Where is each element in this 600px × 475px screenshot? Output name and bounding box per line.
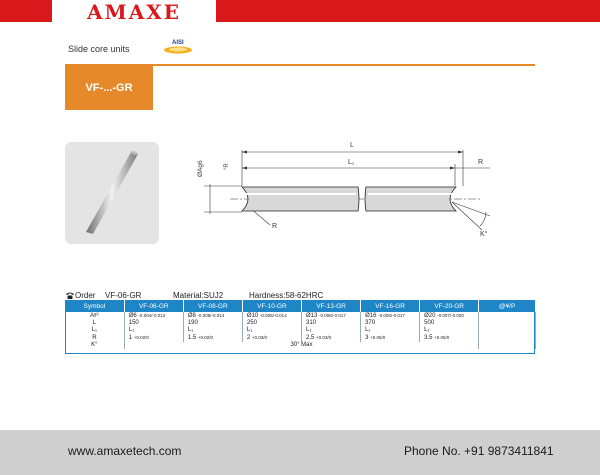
- cell: Ø13 -0.006/-0.017: [301, 312, 360, 320]
- website-link[interactable]: www.amaxetech.com: [68, 444, 182, 458]
- cell: 370: [361, 320, 420, 327]
- dim-label-small: °R: [224, 163, 230, 170]
- cell-price: [479, 327, 536, 334]
- header-vf06: VF-06-GR: [124, 300, 183, 312]
- table-row: [65, 320, 536, 327]
- cell: 500: [420, 320, 479, 327]
- dim-label-L: L: [350, 142, 354, 149]
- header-price: @¥/P: [479, 300, 536, 312]
- cell: L₁: [242, 327, 301, 334]
- cell: 150: [124, 320, 183, 327]
- cell-k-value: 30° Max: [124, 342, 478, 349]
- order-material: Material:SUJ2: [173, 291, 224, 300]
- table-row: [65, 342, 536, 349]
- header-vf08: VF-08-GR: [183, 300, 242, 312]
- spec-table-header: [65, 300, 536, 312]
- table-row: [65, 327, 536, 334]
- header-symbol: Symbol: [65, 300, 124, 312]
- spec-table: [65, 300, 536, 349]
- cell: 1.5 +0.02/0: [183, 334, 242, 342]
- table-row: [65, 312, 536, 320]
- cell: 3 +0.05/0: [361, 334, 420, 342]
- order-label: Order: [75, 291, 96, 300]
- cell: 310: [301, 320, 360, 327]
- header-vf13: VF-13-GR: [301, 300, 360, 312]
- cell: 190: [183, 320, 242, 327]
- table-row: [65, 334, 536, 342]
- row-symbol: Aᵍ⁶: [65, 312, 124, 320]
- cell: 1 +0.02/0: [124, 334, 183, 342]
- dim-label-L1: L₁: [348, 159, 355, 166]
- technical-drawing: [190, 130, 550, 245]
- cell: L₁: [420, 327, 479, 334]
- cell: L₁: [301, 327, 360, 334]
- product-photo: [65, 142, 159, 244]
- aisi-badge-label: AISI: [172, 40, 184, 46]
- row-symbol: K°: [65, 342, 124, 349]
- cell: Ø16 -0.006/-0.017: [361, 312, 420, 320]
- cell: Ø20 -0.007/-0.020: [420, 312, 479, 320]
- order-hardness: Hardness:58-62HRC: [249, 291, 324, 300]
- cell: 250: [242, 320, 301, 327]
- dim-label-K: K°: [480, 231, 488, 238]
- product-code: VF-...-GR: [85, 82, 133, 94]
- cell-price: [479, 334, 536, 342]
- rod-image-icon: [65, 142, 159, 244]
- cell: L₁: [124, 327, 183, 334]
- logo: [52, 0, 216, 24]
- cell: 2 +0.03/0: [242, 334, 301, 342]
- logo-text: AMAXE: [87, 0, 181, 24]
- row-symbol: R: [65, 334, 124, 342]
- header-vf10: VF-10-GR: [242, 300, 301, 312]
- cell: Ø10 -0.005/-0.014: [242, 312, 301, 320]
- cell: 2.5 +0.03/0: [301, 334, 360, 342]
- dim-label-R-left: R: [272, 223, 278, 230]
- header-vf16: VF-16-GR: [361, 300, 420, 312]
- cell: 3.5 +0.05/0: [420, 334, 479, 342]
- header-vf20: VF-20-GR: [420, 300, 479, 312]
- phone-number: Phone No. +91 9873411841: [404, 444, 554, 458]
- phone-icon: [65, 291, 75, 300]
- cell: L₁: [361, 327, 420, 334]
- cell-price: [479, 320, 536, 327]
- dim-label-diameter: ØAg6: [197, 160, 204, 177]
- row-symbol: L: [65, 320, 124, 327]
- order-example: VF-06-GR: [105, 291, 142, 300]
- product-code-tab: [65, 66, 153, 110]
- cell-price: [479, 312, 536, 320]
- row-symbol: L₁: [65, 327, 124, 334]
- cell: L₁: [183, 327, 242, 334]
- dim-label-R-top: R: [478, 159, 484, 166]
- section-title: Slide core units: [68, 44, 130, 54]
- cell-price: [479, 342, 536, 349]
- cell: Ø6 -0.004/-0.012: [124, 312, 183, 320]
- cell: Ø8 -0.005/-0.014: [183, 312, 242, 320]
